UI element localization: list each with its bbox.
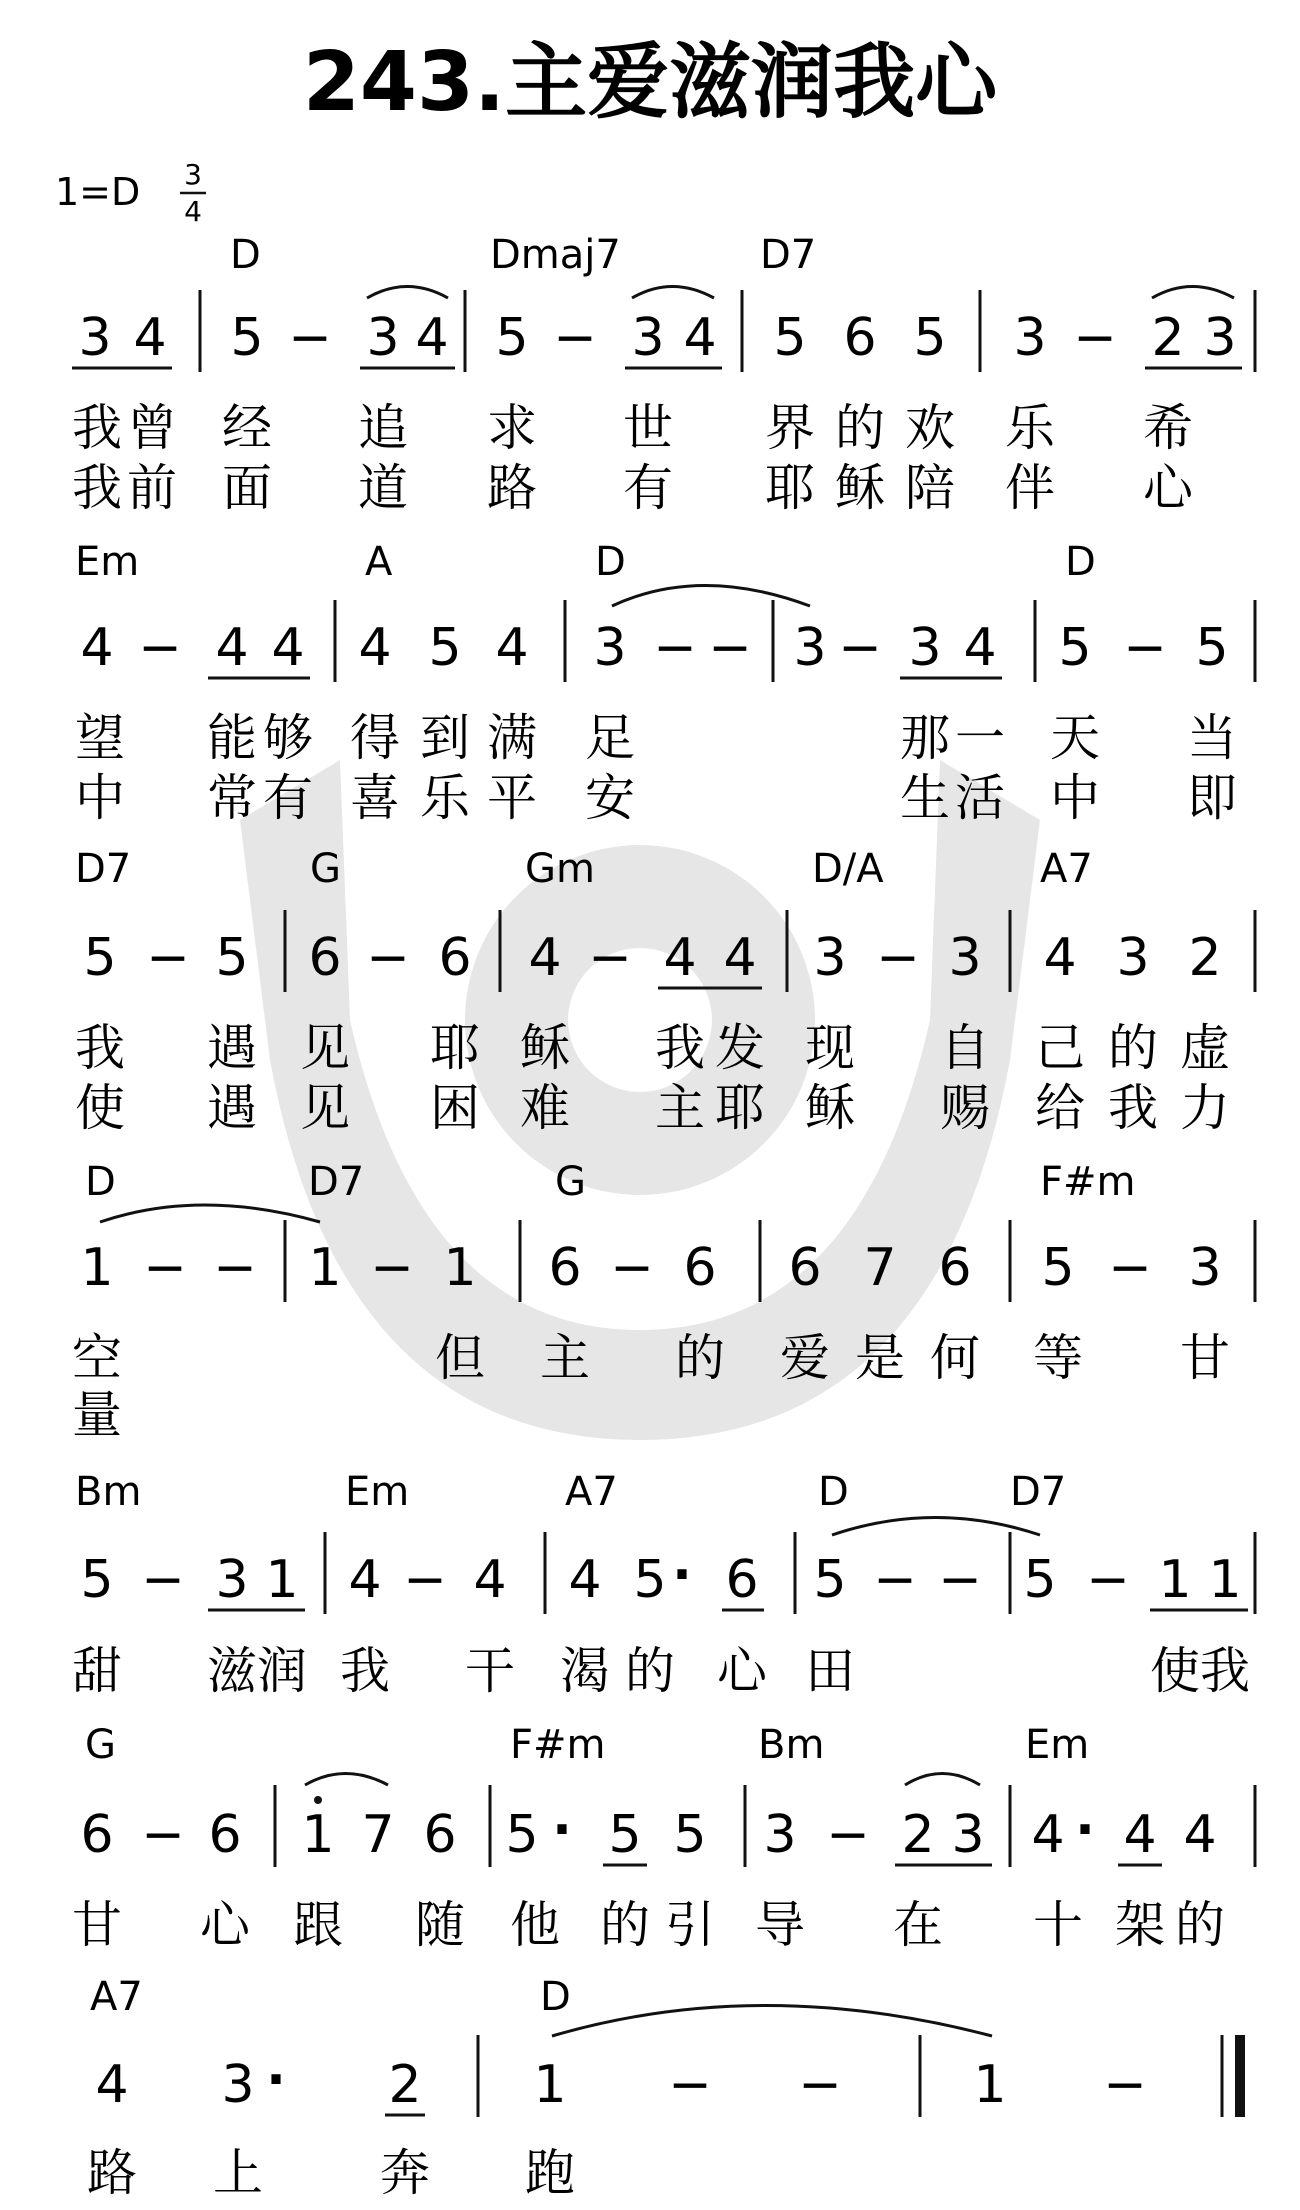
note: 5 (773, 308, 807, 368)
note: 5 (1058, 618, 1092, 678)
lyrics-row (87, 2144, 575, 2202)
note: 4 (133, 308, 167, 368)
lyric: 够 (263, 709, 313, 767)
lyric: 跑 (525, 2144, 575, 2202)
time-signature-top: 3 (184, 158, 202, 191)
lyric: 喜 (350, 769, 400, 827)
lyrics-row (72, 399, 1195, 517)
note: 1 (443, 1238, 477, 1298)
lyric: 他 (510, 1896, 560, 1954)
note: 3 (793, 618, 827, 678)
note: · (552, 1800, 572, 1860)
chord: D (230, 232, 261, 278)
note: · (1075, 1800, 1095, 1860)
note: − (146, 928, 190, 988)
note: 5 (633, 1550, 667, 1610)
lyric: 乐 (1005, 399, 1055, 457)
lyric: 但 (435, 1329, 485, 1387)
lyric: 主 (540, 1329, 590, 1387)
lyric: 发 (715, 1019, 765, 1077)
lyric: 见 (300, 1079, 350, 1137)
note: 6 (208, 1805, 242, 1865)
note: 6 (843, 308, 877, 368)
note: − (873, 1550, 917, 1610)
system-6 (72, 1722, 1255, 1954)
lyric: 遇 (207, 1079, 257, 1137)
time-signature (180, 158, 206, 228)
lyric: 润 (257, 1642, 307, 1700)
chord: Bm (758, 1722, 825, 1768)
chord-row (90, 1974, 571, 2020)
chord: D (1065, 539, 1096, 585)
lyric: 虚 (1180, 1019, 1230, 1077)
lyric: 困 (430, 1079, 480, 1137)
lyric: 的 (625, 1642, 675, 1700)
note: 4 (215, 618, 249, 678)
tie (612, 586, 810, 607)
note: 3 (908, 618, 942, 678)
lyric: 求 (487, 399, 537, 457)
lyric: 甘 (72, 1896, 122, 1954)
note: 1 (80, 1238, 114, 1298)
chord: D7 (760, 232, 817, 278)
note: − (1108, 1238, 1152, 1298)
lyric: 干 (465, 1642, 515, 1700)
chord: Em (1025, 1722, 1090, 1768)
lyric: 奔 (380, 2144, 430, 2202)
note: − (798, 2055, 842, 2115)
note: − (213, 1238, 257, 1298)
lyric: 路 (87, 2144, 137, 2202)
lyric: 经 (222, 399, 272, 457)
note: 4 (95, 2055, 129, 2115)
system-7 (87, 1974, 1240, 2202)
chord: A7 (565, 1469, 618, 1515)
note: 4 (1031, 1805, 1065, 1865)
note: 3 (1188, 1238, 1222, 1298)
lyric: 滋 (207, 1642, 257, 1700)
system-1 (72, 232, 1255, 517)
note: 3 (813, 928, 847, 988)
chord-row (230, 232, 816, 278)
lyric: 遇 (207, 1019, 257, 1077)
system-5 (72, 1469, 1255, 1700)
lyric: 稣 (520, 1019, 570, 1077)
lyric: 我 (75, 1019, 125, 1077)
lyrics-row (72, 1642, 1250, 1700)
chord-row (75, 539, 1096, 585)
key-signature: 1=D (55, 170, 141, 214)
lyric: 那 (900, 709, 950, 767)
lyric: 耶 (430, 1019, 480, 1077)
note: 4 (1043, 928, 1077, 988)
lyric: 使 (75, 1079, 125, 1137)
chord: G (555, 1159, 586, 1205)
lyric: 耶 (715, 1079, 765, 1137)
lyric: 的 (1108, 1019, 1158, 1077)
chord: Em (75, 539, 140, 585)
note: 6 (725, 1550, 759, 1610)
note: − (366, 928, 410, 988)
lyric: 跟 (293, 1896, 343, 1954)
lyric: 力 (1180, 1079, 1230, 1137)
lyric: 道 (358, 459, 408, 517)
note: 3 (221, 2055, 255, 2115)
chord: A7 (90, 1974, 143, 2020)
note: − (610, 1238, 654, 1298)
note: 4 (663, 928, 697, 988)
notation-marks (100, 1205, 1255, 1302)
note: − (403, 1550, 447, 1610)
note: 3 (948, 928, 982, 988)
lyric: 安 (585, 769, 635, 827)
chord: A (365, 539, 393, 585)
lyric: 稣 (805, 1079, 855, 1137)
note: 5 (495, 308, 529, 368)
lyric: 空 (72, 1329, 122, 1387)
note: 4 (528, 928, 562, 988)
note: 3 (1203, 308, 1237, 368)
note: 3 (763, 1805, 797, 1865)
note: 7 (361, 1805, 395, 1865)
chord: D (85, 1159, 116, 1205)
note: 5 (673, 1805, 707, 1865)
lyric: 面 (222, 459, 272, 517)
note: 1 (1158, 1550, 1192, 1610)
chord: Dmaj7 (490, 232, 621, 278)
note: 6 (938, 1238, 972, 1298)
note: − (1123, 618, 1167, 678)
chord: D7 (1010, 1469, 1067, 1515)
lyric: 能 (207, 709, 257, 767)
song-title: 243.主爱滋润我心 (302, 35, 998, 130)
lyrics-row (75, 709, 1237, 827)
notes-row (80, 1800, 1216, 1865)
lyric: 稣 (835, 459, 885, 517)
note: 6 (683, 1238, 717, 1298)
note: 5 (913, 308, 947, 368)
lyric: 曾 (127, 399, 177, 457)
lyric: 见 (300, 1019, 350, 1077)
note: − (826, 1805, 870, 1865)
slur (367, 287, 448, 299)
lyric: 难 (520, 1079, 570, 1137)
lyric: 等 (1033, 1329, 1083, 1387)
lyric: 路 (487, 459, 537, 517)
note: − (553, 308, 597, 368)
note: − (668, 2055, 712, 2115)
note: − (141, 1550, 185, 1610)
lyric: 得 (350, 709, 400, 767)
system-2 (75, 539, 1255, 827)
note: − (370, 1238, 414, 1298)
note: 5 (215, 928, 249, 988)
chord: Gm (525, 846, 595, 892)
note: − (288, 308, 332, 368)
lyric: 常 (207, 769, 257, 827)
lyric: 我 (72, 459, 122, 517)
note: − (588, 928, 632, 988)
lyric: 活 (955, 769, 1005, 827)
chord: D7 (308, 1159, 365, 1205)
lyric: 的 (835, 399, 885, 457)
chord: G (85, 1722, 116, 1768)
note: 5 (83, 928, 117, 988)
high-octave-dot (314, 1796, 322, 1804)
note: − (653, 618, 697, 678)
lyric: 架 (1115, 1896, 1165, 1954)
chord-row (75, 1469, 1066, 1515)
lyric: 世 (623, 399, 673, 457)
lyric: 赐 (940, 1079, 990, 1137)
note: 5 (1041, 1238, 1075, 1298)
note: 2 (901, 1805, 935, 1865)
lyric: 望 (75, 709, 125, 767)
note: · (266, 2050, 286, 2110)
note: 4 (415, 308, 449, 368)
lyric: 中 (1050, 769, 1100, 827)
lyric: 前 (127, 459, 177, 517)
note: − (876, 928, 920, 988)
lyric: 引 (665, 1896, 715, 1954)
note: 4 (568, 1550, 602, 1610)
note: 5 (505, 1805, 539, 1865)
note: 2 (1151, 308, 1185, 368)
notes-row (78, 308, 1236, 368)
note: 3 (215, 1550, 249, 1610)
note: 7 (863, 1238, 897, 1298)
lyric: 的 (675, 1329, 725, 1387)
note: 4 (358, 618, 392, 678)
lyric: 自 (940, 1019, 990, 1077)
note: 2 (388, 2055, 422, 2115)
slur (1152, 287, 1234, 299)
time-signature-bottom: 4 (184, 195, 202, 228)
lyric: 己 (1035, 1019, 1085, 1077)
lyric: 使 (1150, 1642, 1200, 1700)
lyric: 一 (955, 709, 1005, 767)
note: − (141, 1805, 185, 1865)
note: 3 (631, 308, 665, 368)
note: 3 (366, 308, 400, 368)
note: 4 (495, 618, 529, 678)
lyric: 我 (1108, 1079, 1158, 1137)
note: 4 (473, 1550, 507, 1610)
notes-row (95, 2050, 1146, 2115)
note: 1 (301, 1805, 335, 1865)
note: − (138, 618, 182, 678)
lyric: 心 (200, 1896, 250, 1954)
note: 4 (683, 308, 717, 368)
lyric: 是 (855, 1329, 905, 1387)
lyric: 何 (930, 1329, 980, 1387)
chord: F#m (1040, 1159, 1136, 1205)
lyric: 导 (755, 1896, 805, 1954)
lyric: 生 (900, 769, 950, 827)
note: 5 (1195, 618, 1229, 678)
note: − (838, 618, 882, 678)
lyric: 满 (487, 709, 537, 767)
lyric: 到 (420, 709, 470, 767)
note: 5 (428, 618, 462, 678)
lyric: 陪 (905, 459, 955, 517)
note: − (1103, 2055, 1147, 2115)
chord: D (818, 1469, 849, 1515)
chord: Em (345, 1469, 410, 1515)
chord: D7 (75, 846, 132, 892)
note: 3 (78, 308, 112, 368)
chord: G (310, 846, 341, 892)
lyric: 的 (600, 1896, 650, 1954)
note: 5 (230, 308, 264, 368)
note: 2 (1188, 928, 1222, 988)
note: 1 (533, 2055, 567, 2115)
lyric: 界 (765, 399, 815, 457)
note: 5 (813, 1550, 847, 1610)
note: 6 (423, 1805, 457, 1865)
note: 4 (348, 1550, 382, 1610)
slur (305, 1774, 388, 1786)
note: 3 (593, 618, 627, 678)
note: 4 (1123, 1805, 1157, 1865)
lyric: 心 (717, 1642, 767, 1700)
note: − (1086, 1550, 1130, 1610)
lyric: 耶 (765, 459, 815, 517)
lyric: 甘 (1180, 1329, 1230, 1387)
lyric: 乐 (420, 769, 470, 827)
lyric: 有 (263, 769, 313, 827)
lyric: 主 (655, 1079, 705, 1137)
note: 1 (973, 2055, 1007, 2115)
chord: F#m (510, 1722, 606, 1768)
lyric: 我 (1200, 1642, 1250, 1700)
note: 6 (438, 928, 472, 988)
note: 1 (265, 1550, 299, 1610)
lyric: 我 (340, 1642, 390, 1700)
chord: A7 (1040, 846, 1093, 892)
chord: D (540, 1974, 571, 2020)
note: − (938, 1550, 982, 1610)
chord-row (85, 1722, 1089, 1768)
note: 6 (788, 1238, 822, 1298)
note: − (143, 1238, 187, 1298)
lyric: 渴 (560, 1642, 610, 1700)
note: 3 (951, 1805, 985, 1865)
lyric: 追 (358, 399, 408, 457)
lyric: 给 (1035, 1079, 1085, 1137)
note: 3 (1013, 308, 1047, 368)
lyric: 伴 (1005, 459, 1055, 517)
lyric: 有 (623, 459, 673, 517)
note: 5 (1023, 1550, 1057, 1610)
lyric: 随 (415, 1896, 465, 1954)
lyrics-row (72, 1896, 1225, 1954)
lyric: 天 (1050, 709, 1100, 767)
note: 4 (723, 928, 757, 988)
lyric: 的 (1175, 1896, 1225, 1954)
note: − (708, 618, 752, 678)
lyric: 平 (487, 769, 537, 827)
note: 4 (1183, 1805, 1217, 1865)
watermark-logo (240, 760, 1040, 1440)
tie (552, 2006, 992, 2037)
lyric: 甜 (72, 1642, 122, 1700)
lyric: 欢 (905, 399, 955, 457)
lyric: 在 (893, 1896, 943, 1954)
slur (905, 1774, 980, 1786)
note: 1 (308, 1238, 342, 1298)
lyric: 爱 (780, 1329, 830, 1387)
slur (632, 287, 714, 299)
chord: D/A (812, 846, 884, 892)
lyric: 量 (72, 1386, 122, 1444)
note: 6 (80, 1805, 114, 1865)
lyric: 上 (213, 2144, 263, 2202)
note: 4 (80, 618, 114, 678)
chord: Bm (75, 1469, 142, 1515)
note: 3 (1116, 928, 1150, 988)
lyric: 希 (1143, 399, 1193, 457)
note: − (1073, 308, 1117, 368)
note: 4 (963, 618, 997, 678)
tie (100, 1205, 320, 1222)
lyric: 即 (1187, 769, 1237, 827)
notes-row (80, 618, 1228, 678)
lyric: 心 (1143, 459, 1193, 517)
notes-row (80, 1545, 1241, 1610)
note: 5 (80, 1550, 114, 1610)
notes-row (80, 1238, 1221, 1298)
lyric: 田 (805, 1642, 855, 1700)
note: 6 (548, 1238, 582, 1298)
lyric: 我 (72, 399, 122, 457)
note: · (672, 1545, 692, 1605)
lyric: 十 (1033, 1896, 1083, 1954)
lyric: 当 (1187, 709, 1237, 767)
chord: D (595, 539, 626, 585)
note: 1 (1208, 1550, 1242, 1610)
lyric: 中 (75, 769, 125, 827)
note: 6 (308, 928, 342, 988)
note: 5 (608, 1805, 642, 1865)
lyric: 我 (655, 1019, 705, 1077)
note: 4 (271, 618, 305, 678)
lyric: 足 (585, 709, 635, 767)
lyric: 现 (805, 1019, 855, 1077)
